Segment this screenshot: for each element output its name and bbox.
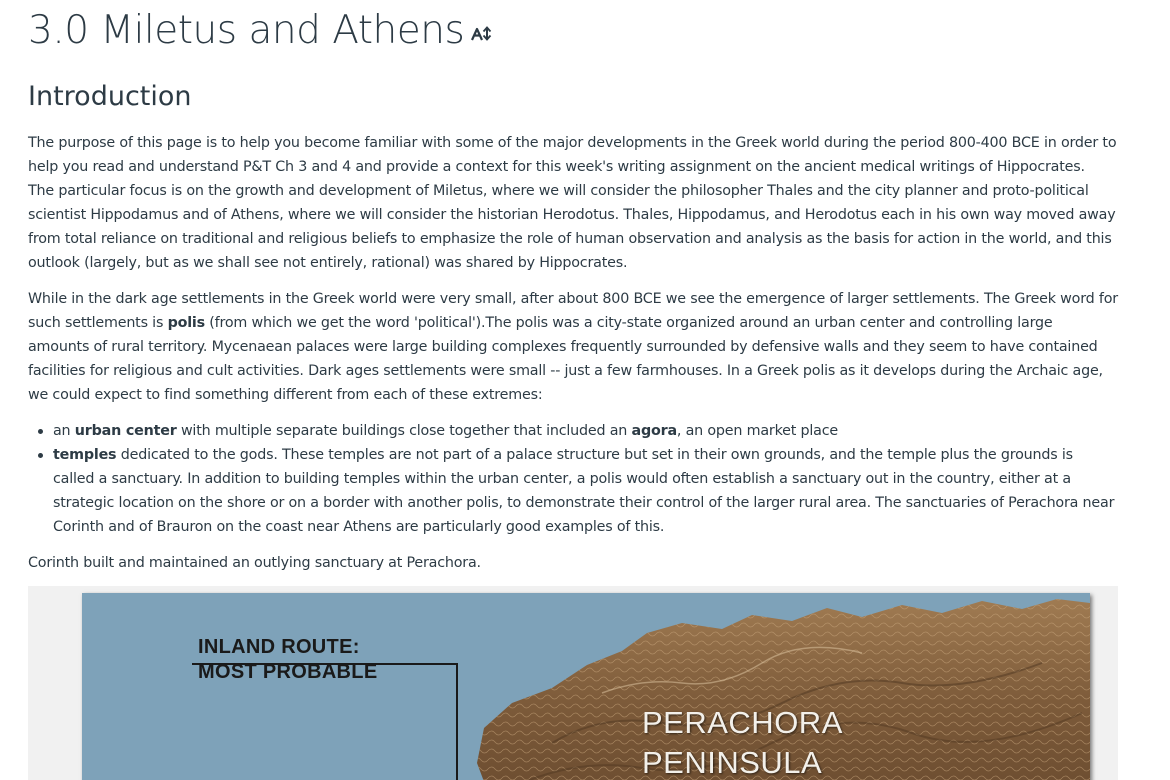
term-agora: agora [631,423,677,439]
paragraph-polis [28,287,1118,407]
perachora-map-image [82,593,1090,780]
list-item [53,443,1118,539]
text-run: dedicated to the gods. These temples are not part of a palace structure but set in their own grounds, and the temple plus the grounds is called a sanctuary. In addition to building temples within the urban center, a polis would often establish a sanctuary out in the country, either at a strategic location on the shore or on a border with another polis, to demonstrate their control of the larger rural area. The sanctuaries of Perachora near Corinth and of Brauron on the coast near Athens are particularly good examples of this. [53,447,1115,535]
route-label-line: INLAND ROUTE: [198,636,360,658]
text-run: with multiple separate buildings close together that included an [176,423,632,439]
figure-caption: Corinth built and maintained an outlying sanctuary at Perachora. [28,555,481,571]
peninsula-label-line: PERACHORA [642,705,843,740]
polis-features-list [28,419,1118,539]
text-run: (from which we get the word 'political').The polis was a city-state organized around an urban center and controlling large amounts of rural territory. Mycenaean palaces were large building complexes frequently surrounded by defensive walls and they seem to have contained facilities for religious and cult activities. Dark ages settlements were small -- just a few farmhouses. In a Greek polis as it develops during the Archaic age, we could expect to find something different from each of these extremes: [28,315,1103,403]
paragraph-focus: The particular focus is on the growth and development of Miletus, where we will consider the philosopher Thales and the city planner and proto-political scientist Hippodamus and of Athens, where we will consider the historian Herodotus. Thales, Hippodamus, and Herodotus each in his own way moved away from total reliance on traditional and religious beliefs to emphasize the role of human observation and analysis as the basis for action in the world, and this outlook (largely, but as we shall see not entirely, rational) was shared by Hippocrates. [28,183,1116,271]
page-title-text: 3.0 Miletus and Athens [28,8,465,53]
text-run: an [53,423,75,439]
accessibility-text-icon[interactable] [470,6,494,56]
section-heading-introduction: Introduction [28,81,192,112]
route-label-line: MOST PROBABLE [198,661,378,683]
list-item [53,419,1118,443]
text-run: While in the dark age settlements in the Greek world were very small, after about 800 BCE we see the emergence of larger settlements. The Greek word for such settlements is [28,291,1118,331]
page-body [28,131,1118,575]
figure-container [28,586,1118,780]
inland-route-label [198,635,377,685]
paragraph-purpose: The purpose of this page is to help you become familiar with some of the major developments in the Greek world during the period 800-400 BCE in order to help you read and understand P&T Ch 3 and 4 and provide a context for this week's writing assignment on the ancient medical writings of Hippocrates. [28,135,1117,175]
peninsula-label-line: PENINSULA [642,745,823,780]
term-temples: temples [53,447,117,463]
page-title [28,6,494,58]
term-urban-center: urban center [74,423,177,439]
term-polis: polis [167,315,205,331]
peninsula-label [642,703,843,780]
text-run: , an open market place [676,423,838,439]
